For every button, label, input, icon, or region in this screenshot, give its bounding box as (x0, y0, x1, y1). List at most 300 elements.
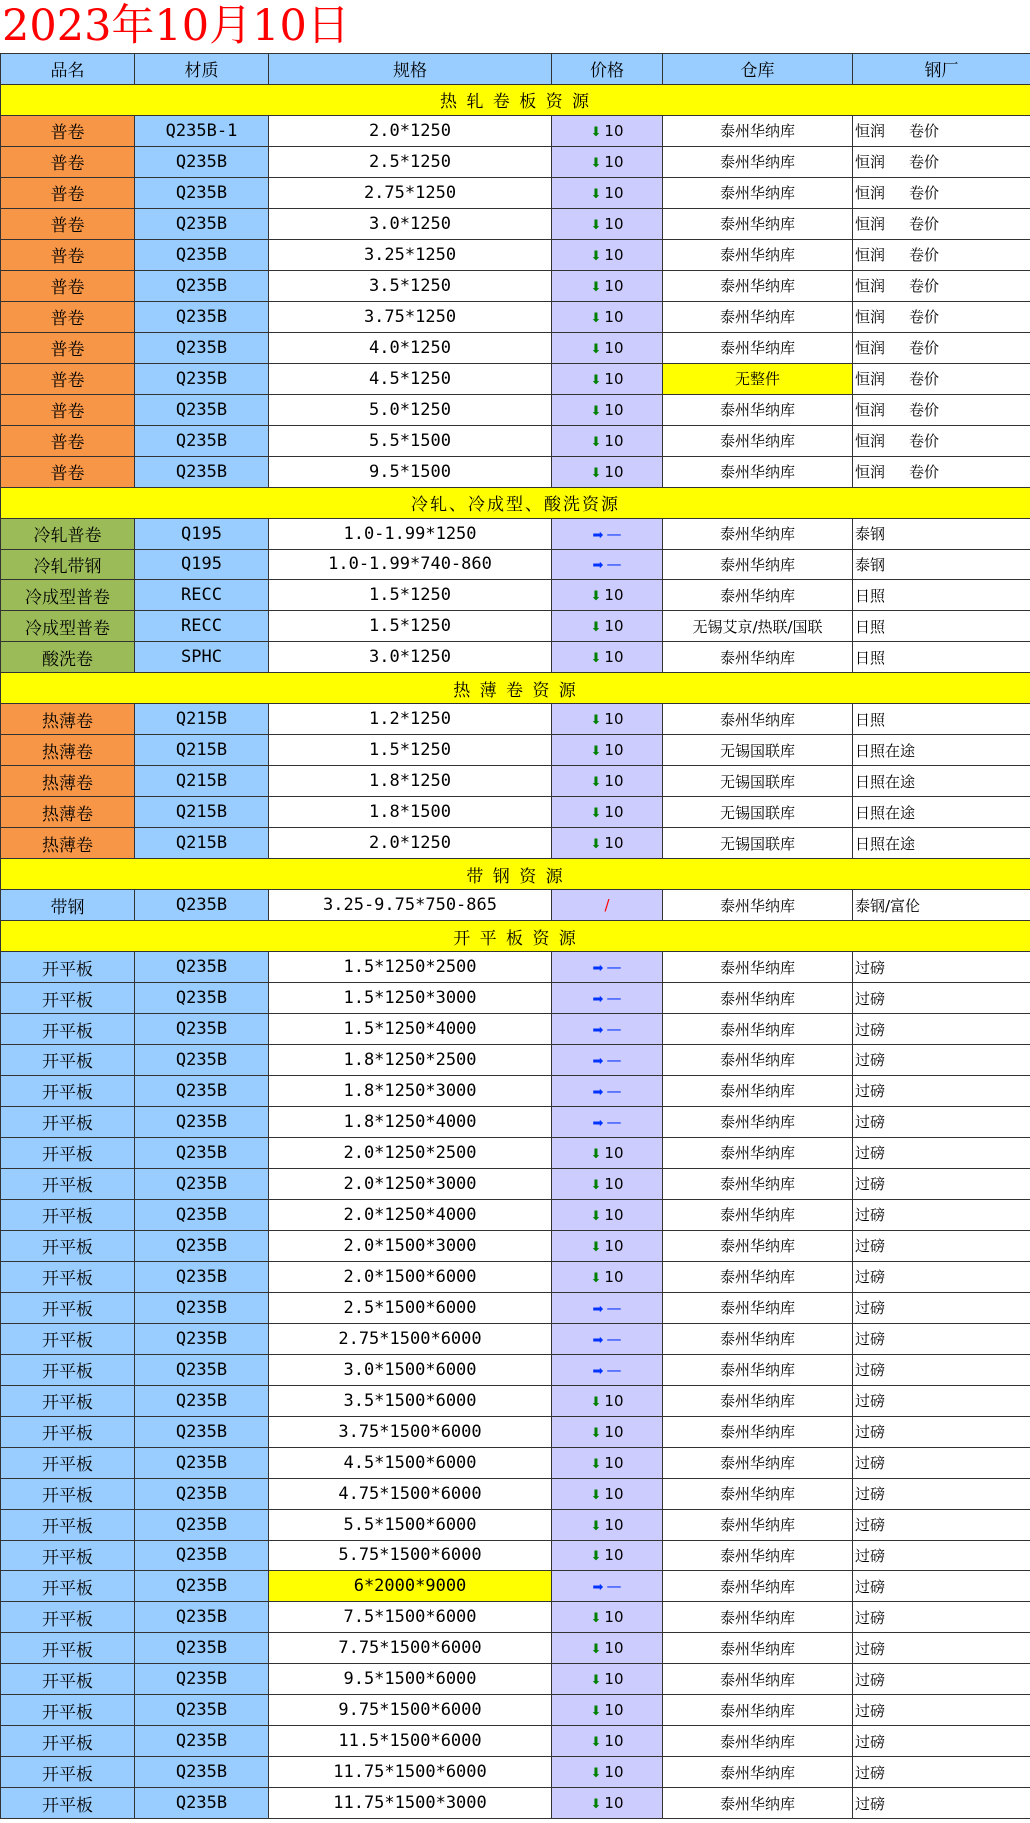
mill-name: 日照在途 (855, 803, 916, 822)
material-cell: Q235B (135, 456, 269, 487)
table-row[interactable] (1, 1726, 1030, 1757)
price-value: — (606, 958, 622, 977)
price-cell (552, 580, 663, 611)
down-arrow-icon: ⬇ (590, 1456, 602, 1472)
down-arrow-icon: ⬇ (590, 620, 602, 636)
spec-cell: 1.2*1250 (269, 704, 552, 735)
table-row[interactable] (1, 1447, 1030, 1478)
product-name-cell: 冷轧带钢 (1, 549, 135, 580)
price-value: 10 (604, 1515, 624, 1534)
mill-note: 卷价 (909, 215, 940, 234)
mill-cell (853, 270, 1030, 301)
mill-name: 泰钢 (855, 555, 886, 574)
material-cell: Q235B (135, 239, 269, 270)
product-name-cell: 热薄卷 (1, 797, 135, 828)
price-value: 10 (604, 1608, 624, 1627)
product-name-cell: 普卷 (1, 270, 135, 301)
table-row[interactable] (1, 704, 1030, 735)
price-value: 10 (604, 431, 624, 450)
table-row[interactable] (1, 1168, 1030, 1199)
warehouse-cell: 泰州华纳库 (663, 1014, 853, 1045)
table-row[interactable] (1, 518, 1030, 549)
mill-cell (853, 394, 1030, 425)
product-name-cell: 开平板 (1, 1788, 135, 1819)
table-row[interactable] (1, 828, 1030, 859)
product-name-cell: 普卷 (1, 332, 135, 363)
mill-name: 过磅 (855, 1268, 886, 1287)
table-row[interactable] (1, 301, 1030, 332)
right-arrow-icon: ➡ (592, 527, 604, 543)
mill-note: 卷价 (909, 122, 940, 141)
product-name-cell: 开平板 (1, 1354, 135, 1385)
table-row[interactable] (1, 394, 1030, 425)
mill-name: 过磅 (855, 1763, 886, 1782)
table-row[interactable] (1, 239, 1030, 270)
price-cell (552, 456, 663, 487)
table-row[interactable] (1, 332, 1030, 363)
price-cell (552, 177, 663, 208)
price-value: 10 (604, 741, 624, 760)
spec-cell: 9.5*1500 (269, 456, 552, 487)
table-row[interactable] (1, 270, 1030, 301)
mill-cell (853, 1478, 1030, 1509)
material-cell: Q235B (135, 1230, 269, 1261)
spec-cell: 3.0*1250 (269, 208, 552, 239)
spec-cell: 1.8*1250*4000 (269, 1106, 552, 1137)
mill-name: 恒润 (855, 370, 886, 389)
mill-cell (853, 208, 1030, 239)
material-cell: Q235B (135, 1168, 269, 1199)
material-cell: Q235B (135, 1664, 269, 1695)
warehouse-cell: 泰州华纳库 (663, 1137, 853, 1168)
mill-name: 恒润 (855, 308, 886, 327)
table-row[interactable] (1, 1137, 1030, 1168)
price-cell (552, 1726, 663, 1757)
price-cell (552, 1447, 663, 1478)
mill-cell (853, 1230, 1030, 1261)
down-arrow-icon: ⬇ (590, 279, 602, 295)
spec-cell: 3.25-9.75*750-865 (269, 890, 552, 921)
spec-cell: 3.5*1500*6000 (269, 1385, 552, 1416)
material-cell: Q235B (135, 1602, 269, 1633)
material-cell: Q235B (135, 1571, 269, 1602)
price-value: 10 (604, 338, 624, 357)
table-row[interactable] (1, 1633, 1030, 1664)
price-cell (552, 1106, 663, 1137)
material-cell: Q235B (135, 1695, 269, 1726)
product-name-cell: 开平板 (1, 1416, 135, 1447)
table-row[interactable] (1, 115, 1030, 146)
mill-note: 卷价 (909, 463, 940, 482)
warehouse-cell: 泰州华纳库 (663, 1354, 853, 1385)
material-cell: Q195 (135, 518, 269, 549)
price-value: 10 (604, 369, 624, 388)
table-row[interactable] (1, 1106, 1030, 1137)
spec-cell: 4.5*1500*6000 (269, 1447, 552, 1478)
mill-cell (853, 177, 1030, 208)
mill-name: 过磅 (855, 1670, 886, 1689)
spec-cell: 3.0*1250 (269, 642, 552, 673)
table-row[interactable] (1, 580, 1030, 611)
header-spec: 规格 (269, 54, 552, 85)
header-price: 价格 (552, 54, 663, 85)
spec-cell: 1.5*1250 (269, 580, 552, 611)
warehouse-cell: 泰州华纳库 (663, 704, 853, 735)
warehouse-cell: 泰州华纳库 (663, 208, 853, 239)
header-row (1, 54, 1030, 85)
price-cell (552, 1385, 663, 1416)
price-cell (552, 425, 663, 456)
product-name-cell: 普卷 (1, 425, 135, 456)
right-arrow-icon: ➡ (592, 1580, 604, 1596)
price-value: 10 (604, 1236, 624, 1255)
product-name-cell: 开平板 (1, 1261, 135, 1292)
price-value: — (606, 1050, 622, 1069)
material-cell: Q235B (135, 146, 269, 177)
warehouse-cell: 泰州华纳库 (663, 1540, 853, 1571)
mill-name: 过磅 (855, 1732, 886, 1751)
mill-cell (853, 146, 1030, 177)
table-row[interactable] (1, 1695, 1030, 1726)
price-value: 10 (604, 1453, 624, 1472)
product-name-cell: 普卷 (1, 177, 135, 208)
product-name-cell: 开平板 (1, 1695, 135, 1726)
price-value: 10 (604, 1763, 624, 1782)
spec-cell: 1.8*1500 (269, 797, 552, 828)
down-arrow-icon: ⬇ (590, 1394, 602, 1410)
spec-cell: 2.75*1500*6000 (269, 1323, 552, 1354)
table-row[interactable] (1, 208, 1030, 239)
down-arrow-icon: ⬇ (590, 1797, 602, 1813)
product-name-cell: 开平板 (1, 1757, 135, 1788)
spec-cell: 2.0*1250*4000 (269, 1199, 552, 1230)
mill-name: 泰钢/富伦 (855, 896, 921, 915)
table-row[interactable] (1, 1478, 1030, 1509)
table-row[interactable] (1, 1757, 1030, 1788)
price-value: 10 (604, 1732, 624, 1751)
product-name-cell: 冷轧普卷 (1, 518, 135, 549)
price-cell (552, 1571, 663, 1602)
product-name-cell: 开平板 (1, 1633, 135, 1664)
mill-name: 恒润 (855, 153, 886, 172)
price-value: 10 (604, 1546, 624, 1565)
price-cell (552, 1261, 663, 1292)
mill-cell (853, 1385, 1030, 1416)
warehouse-cell: 泰州华纳库 (663, 1726, 853, 1757)
down-arrow-icon: ⬇ (590, 744, 602, 760)
down-arrow-icon: ⬇ (590, 1425, 602, 1441)
price-cell (552, 983, 663, 1014)
table-row[interactable] (1, 1045, 1030, 1076)
down-arrow-icon: ⬇ (590, 837, 602, 853)
warehouse-cell: 泰州华纳库 (663, 518, 853, 549)
spec-cell: 11.75*1500*6000 (269, 1757, 552, 1788)
warehouse-cell: 泰州华纳库 (663, 1261, 853, 1292)
price-value: 10 (604, 1174, 624, 1193)
material-cell: Q215B (135, 828, 269, 859)
table-row[interactable] (1, 1571, 1030, 1602)
product-name-cell: 开平板 (1, 983, 135, 1014)
right-arrow-icon: ➡ (592, 1053, 604, 1069)
header-name: 品名 (1, 54, 135, 85)
material-cell: RECC (135, 580, 269, 611)
mill-cell (853, 766, 1030, 797)
spec-cell: 5.5*1500 (269, 425, 552, 456)
down-arrow-icon: ⬇ (590, 1611, 602, 1627)
table-row[interactable] (1, 549, 1030, 580)
price-value: 10 (604, 1391, 624, 1410)
mill-cell (853, 1447, 1030, 1478)
mill-cell (853, 1602, 1030, 1633)
price-cell (552, 208, 663, 239)
mill-name: 过磅 (855, 1144, 886, 1163)
product-name-cell: 普卷 (1, 301, 135, 332)
product-name-cell: 开平板 (1, 1045, 135, 1076)
mill-cell (853, 1014, 1030, 1045)
product-name-cell: 开平板 (1, 1199, 135, 1230)
mill-name: 日照 (855, 710, 886, 729)
down-arrow-icon: ⬇ (590, 1704, 602, 1720)
mill-cell (853, 1509, 1030, 1540)
product-name-cell: 热薄卷 (1, 766, 135, 797)
material-cell: RECC (135, 611, 269, 642)
mill-cell (853, 518, 1030, 549)
material-cell: Q235B (135, 332, 269, 363)
down-arrow-icon: ⬇ (590, 434, 602, 450)
warehouse-cell: 泰州华纳库 (663, 1633, 853, 1664)
warehouse-cell: 泰州华纳库 (663, 1602, 853, 1633)
product-name-cell: 开平板 (1, 1478, 135, 1509)
down-arrow-icon: ⬇ (590, 1673, 602, 1689)
price-cell (552, 704, 663, 735)
table-row[interactable] (1, 1323, 1030, 1354)
table-row[interactable] (1, 797, 1030, 828)
table-row[interactable] (1, 456, 1030, 487)
price-cell (552, 301, 663, 332)
warehouse-cell: 泰州华纳库 (663, 1230, 853, 1261)
mill-name: 过磅 (855, 958, 886, 977)
material-cell: SPHC (135, 642, 269, 673)
price-cell (552, 890, 663, 921)
table-row[interactable] (1, 1075, 1030, 1106)
table-row[interactable] (1, 177, 1030, 208)
price-cell (552, 1168, 663, 1199)
warehouse-cell: 无锡国联库 (663, 735, 853, 766)
mill-cell (853, 1045, 1030, 1076)
mill-cell (853, 1416, 1030, 1447)
material-cell: Q235B (135, 208, 269, 239)
mill-cell (853, 115, 1030, 146)
price-cell (552, 1292, 663, 1323)
mill-name: 恒润 (855, 215, 886, 234)
mill-cell (853, 425, 1030, 456)
down-arrow-icon: ⬇ (590, 372, 602, 388)
mill-name: 恒润 (855, 184, 886, 203)
down-arrow-icon: ⬇ (590, 1735, 602, 1751)
price-cell (552, 1354, 663, 1385)
table-row[interactable] (1, 1354, 1030, 1385)
table-row[interactable] (1, 1292, 1030, 1323)
warehouse-cell: 泰州华纳库 (663, 1509, 853, 1540)
mill-name: 日照 (855, 648, 886, 667)
table-row[interactable] (1, 146, 1030, 177)
mill-cell (853, 580, 1030, 611)
mill-cell (853, 983, 1030, 1014)
mill-name: 过磅 (855, 1392, 886, 1411)
price-cell (552, 1199, 663, 1230)
price-cell (552, 1757, 663, 1788)
price-value: 10 (604, 772, 624, 791)
material-cell: Q235B (135, 394, 269, 425)
product-name-cell: 普卷 (1, 239, 135, 270)
mill-name: 过磅 (855, 989, 886, 1008)
spec-cell: 3.75*1250 (269, 301, 552, 332)
table-row[interactable] (1, 363, 1030, 394)
table-row[interactable] (1, 1014, 1030, 1045)
table-row[interactable] (1, 983, 1030, 1014)
material-cell: Q235B (135, 1045, 269, 1076)
price-cell (552, 549, 663, 580)
material-cell: Q215B (135, 797, 269, 828)
price-cell (552, 239, 663, 270)
down-arrow-icon: ⬇ (590, 1270, 602, 1286)
mill-name: 恒润 (855, 339, 886, 358)
table-row[interactable] (1, 1199, 1030, 1230)
mill-cell (853, 1571, 1030, 1602)
price-value: — (606, 1081, 622, 1100)
header-material: 材质 (135, 54, 269, 85)
material-cell: Q235B (135, 1478, 269, 1509)
mill-cell (853, 1695, 1030, 1726)
material-cell: Q235B (135, 1261, 269, 1292)
warehouse-cell: 泰州华纳库 (663, 301, 853, 332)
warehouse-cell: 泰州华纳库 (663, 239, 853, 270)
warehouse-cell: 泰州华纳库 (663, 1788, 853, 1819)
price-value: 10 (604, 1267, 624, 1286)
table-row[interactable] (1, 890, 1030, 921)
down-arrow-icon: ⬇ (590, 248, 602, 264)
product-name-cell: 开平板 (1, 1292, 135, 1323)
product-name-cell: 开平板 (1, 1137, 135, 1168)
product-name-cell: 普卷 (1, 456, 135, 487)
price-cell (552, 735, 663, 766)
price-cell (552, 1045, 663, 1076)
price-cell (552, 797, 663, 828)
spec-cell: 1.5*1250 (269, 611, 552, 642)
spec-cell: 2.0*1500*3000 (269, 1230, 552, 1261)
warehouse-cell: 泰州华纳库 (663, 1106, 853, 1137)
price-cell (552, 1695, 663, 1726)
down-arrow-icon: ⬇ (590, 1208, 602, 1224)
price-cell (552, 1633, 663, 1664)
price-value: — (606, 1112, 622, 1131)
table-row[interactable] (1, 1230, 1030, 1261)
spec-cell: 3.25*1250 (269, 239, 552, 270)
price-value: 10 (604, 803, 624, 822)
table-row[interactable] (1, 1509, 1030, 1540)
table-row[interactable] (1, 1385, 1030, 1416)
price-cell (552, 952, 663, 983)
price-cell (552, 518, 663, 549)
material-cell: Q235B (135, 1633, 269, 1664)
table-row[interactable] (1, 735, 1030, 766)
mill-cell (853, 549, 1030, 580)
product-name-cell: 开平板 (1, 1726, 135, 1757)
mill-name: 过磅 (855, 1794, 886, 1813)
mill-note: 卷价 (909, 401, 940, 420)
mill-note: 卷价 (909, 184, 940, 203)
table-row[interactable] (1, 1261, 1030, 1292)
mill-cell (853, 704, 1030, 735)
mill-name: 过磅 (855, 1020, 886, 1039)
price-value: 10 (604, 648, 624, 667)
header-mill: 钢厂 (853, 54, 1030, 85)
price-value: 10 (604, 1205, 624, 1224)
material-cell: Q235B (135, 1509, 269, 1540)
product-name-cell: 开平板 (1, 1664, 135, 1695)
price-value: 10 (604, 1422, 624, 1441)
price-value: 10 (604, 1484, 624, 1503)
table-row[interactable] (1, 1540, 1030, 1571)
table-row[interactable] (1, 952, 1030, 983)
down-arrow-icon: ⬇ (590, 1177, 602, 1193)
material-cell: Q235B (135, 983, 269, 1014)
down-arrow-icon: ⬇ (590, 1549, 602, 1565)
price-cell (552, 1416, 663, 1447)
table-row[interactable] (1, 425, 1030, 456)
table-row[interactable] (1, 1602, 1030, 1633)
mill-name: 过磅 (855, 1361, 886, 1380)
down-arrow-icon: ⬇ (590, 341, 602, 357)
table-row[interactable] (1, 642, 1030, 673)
price-value: 10 (604, 183, 624, 202)
mill-note: 卷价 (909, 432, 940, 451)
spec-cell: 5.0*1250 (269, 394, 552, 425)
spec-cell: 2.0*1250 (269, 115, 552, 146)
mill-note: 卷价 (909, 339, 940, 358)
table-row[interactable] (1, 766, 1030, 797)
price-value: 10 (604, 1701, 624, 1720)
table-row[interactable] (1, 611, 1030, 642)
spec-cell: 4.75*1500*6000 (269, 1478, 552, 1509)
mill-note: 卷价 (909, 277, 940, 296)
warehouse-cell: 泰州华纳库 (663, 1571, 853, 1602)
table-row[interactable] (1, 1416, 1030, 1447)
product-name-cell: 酸洗卷 (1, 642, 135, 673)
warehouse-cell: 泰州华纳库 (663, 1416, 853, 1447)
mill-cell (853, 1323, 1030, 1354)
warehouse-cell: 无锡国联库 (663, 797, 853, 828)
price-cell (552, 146, 663, 177)
right-arrow-icon: ➡ (592, 1115, 604, 1131)
table-row[interactable] (1, 1664, 1030, 1695)
spec-cell: 1.5*1250*4000 (269, 1014, 552, 1045)
price-value: 10 (604, 245, 624, 264)
table-row[interactable] (1, 1788, 1030, 1819)
warehouse-cell: 无整件 (663, 363, 853, 394)
down-arrow-icon: ⬇ (590, 713, 602, 729)
section-header-row (1, 673, 1030, 704)
mill-cell (853, 1292, 1030, 1323)
spec-cell: 2.0*1250*2500 (269, 1137, 552, 1168)
mill-note: 卷价 (909, 153, 940, 172)
price-value: 10 (604, 462, 624, 481)
mill-cell (853, 642, 1030, 673)
product-name-cell: 冷成型普卷 (1, 580, 135, 611)
warehouse-cell: 泰州华纳库 (663, 1757, 853, 1788)
mill-name: 过磅 (855, 1577, 886, 1596)
header-warehouse: 仓库 (663, 54, 853, 85)
